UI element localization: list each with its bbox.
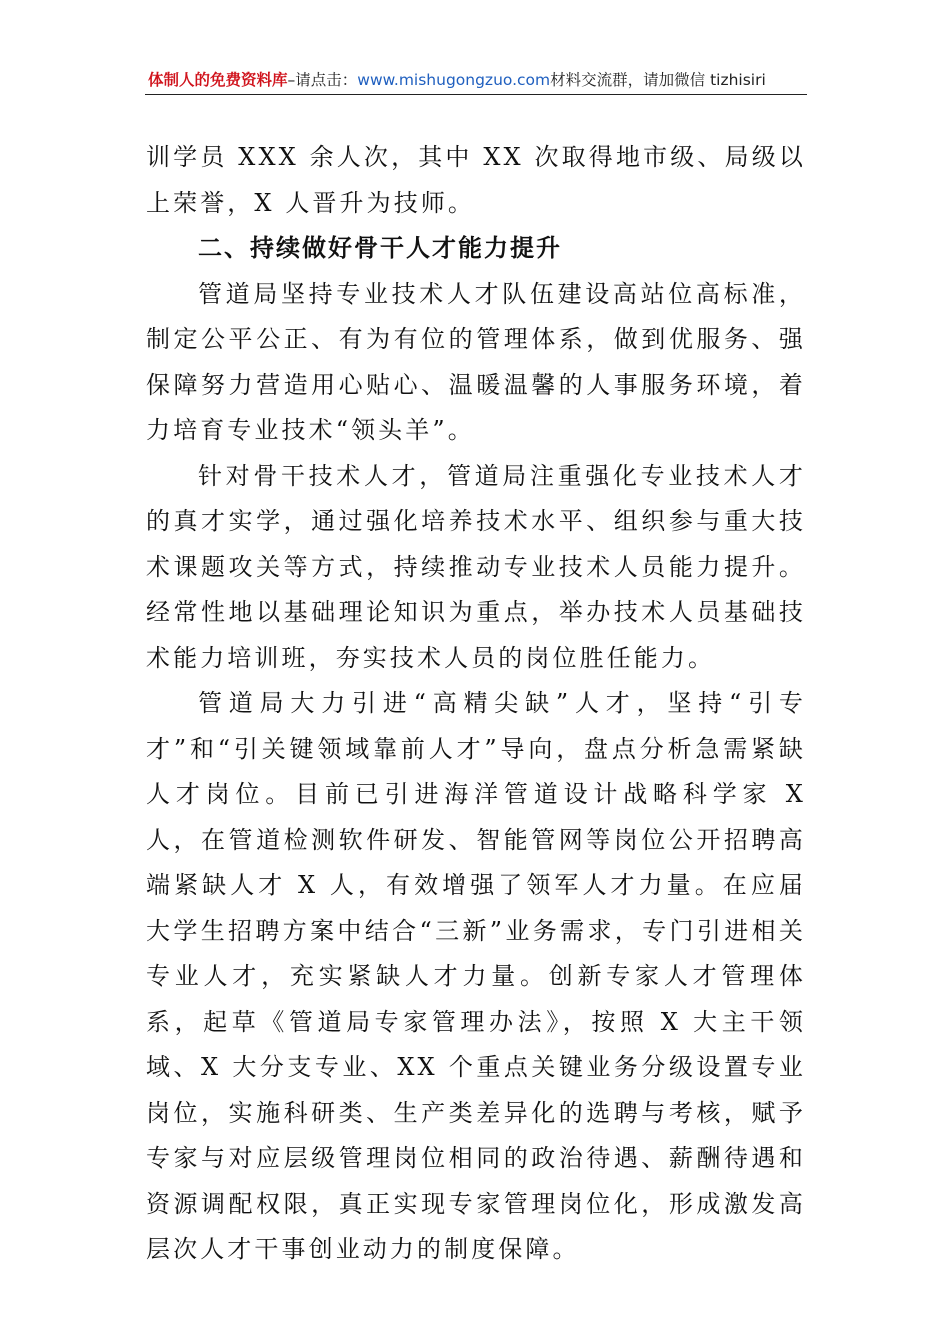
header-divider bbox=[145, 94, 807, 95]
header-contact: 材料交流群，请加微信 tizhisiri bbox=[550, 71, 766, 89]
paragraph-1: 管道局坚持专业技术人才队伍建设高站位高标准，制定公平公正、有为有位的管理体系，做到优服务、强保障努力营造用心贴心、温暖温馨的人事服务环境，着力培育专业技术“领头羊”。 bbox=[146, 279, 806, 444]
paragraph-continued: 训学员 XXX 余人次，其中 XX 次取得地市级、局级以上荣誉，X 人晋升为技师。 bbox=[146, 143, 806, 217]
section-heading: 二、持续做好骨干人才能力提升 bbox=[198, 234, 562, 262]
document-body bbox=[146, 135, 806, 1273]
paragraph-3: 管道局大力引进“高精尖缺”人才，坚持“引专才”和“引关键领域靠前人才”导向，盘点分析急需紧缺人才岗位。目前已引进海洋管道设计战略科学家 X 人，在管道检测软件研发、智能管网等岗位公开招聘高端紧缺人才 X 人，有效增强了领军人才力量。在应届大学生招聘方案中结合“三新”业务需求，专门引进相关专业人才，充实紧缺人才力量。创新专家人才管理体系，起草《管道局专家管理办法》，按照 X 大主干领域、X 大分支专业、XX 个重点关键业务分级设置专业岗位，实施科研类、生产类差异化的选聘与考核，赋予专家与对应层级管理岗位相同的政治待遇、薪酬待遇和资源调配权限，真正实现专家管理岗位化，形成激发高层次人才干事创业动力的制度保障。 bbox=[146, 689, 806, 1263]
page-header bbox=[148, 66, 808, 94]
header-brand: 体制人的免费资料库 bbox=[148, 71, 288, 89]
header-link[interactable]: www.mishugongzuo.com bbox=[357, 71, 551, 89]
header-prompt: –请点击： bbox=[287, 71, 358, 89]
paragraph-2: 针对骨干技术人才，管道局注重强化专业技术人才的真才实学，通过强化培养技术水平、组织参与重大技术课题攻关等方式，持续推动专业技术人员能力提升。经常性地以基础理论知识为重点，举办技术人员基础技术能力培训班，夯实技术人员的岗位胜任能力。 bbox=[146, 461, 806, 672]
